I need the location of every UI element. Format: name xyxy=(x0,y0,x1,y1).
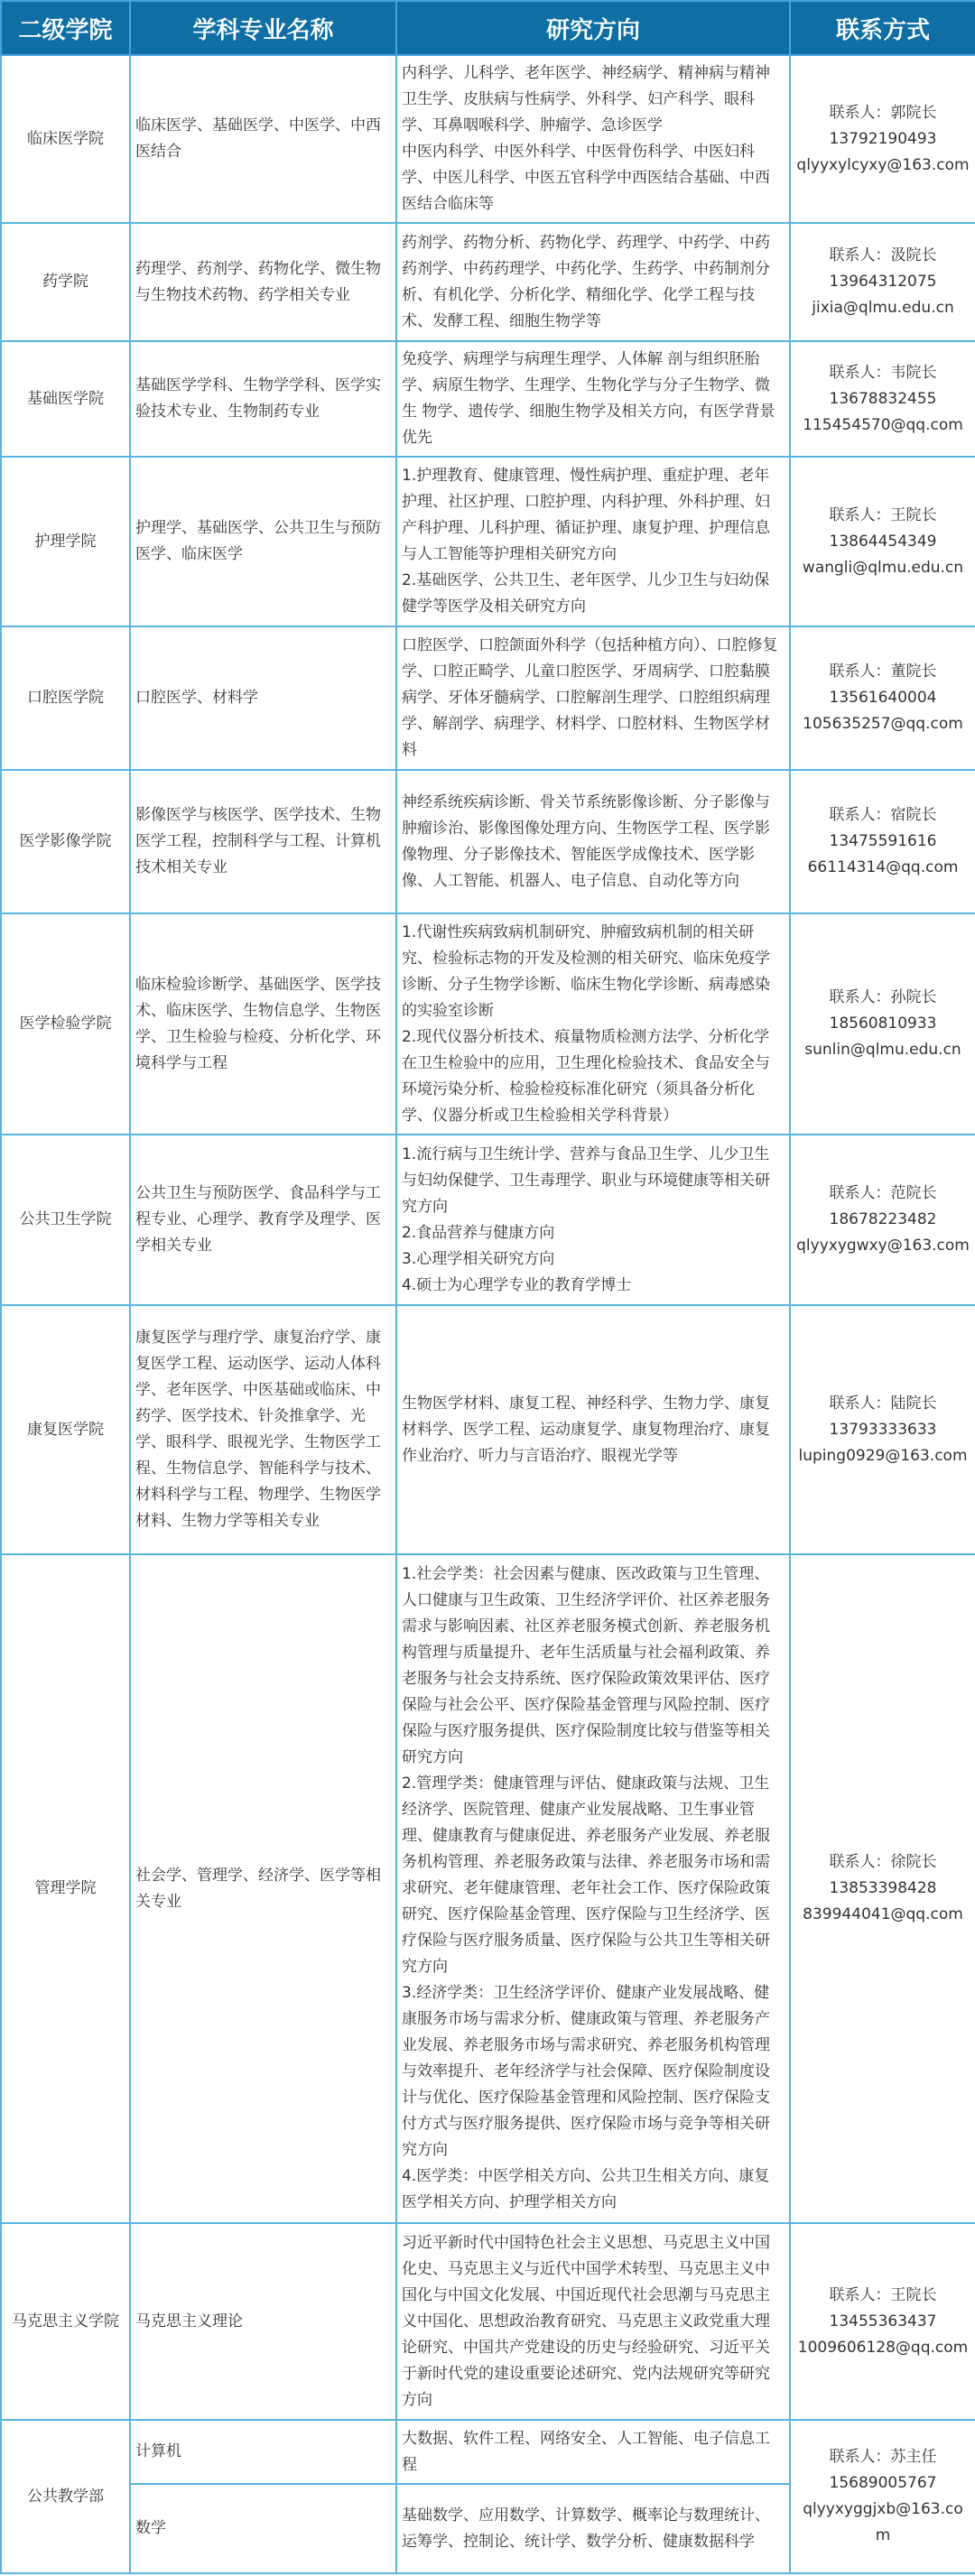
college-name: 医学检验学院 xyxy=(1,913,130,1135)
contact-info xyxy=(790,55,975,223)
research-item: 口腔医学、口腔颌面外科学（包括种植方向）、口腔修复学、口腔正畸学、儿童口腔医学、牙周病学、口腔黏膜病学、牙体牙髓病学、口腔解剖生理学、口腔组织病理学、解剖学、病理学、材料学、口腔材料、生物医学材料 xyxy=(402,636,778,759)
college-name: 临床医学院 xyxy=(1,55,130,223)
research-item: 习近平新时代中国特色社会主义思想、马克思主义中国化史、马克思主义与近代中国学术转型、马克思主义中国化与中国文化发展、中国近现代社会思潮与马克思主义中国化、思想政治教育研究、马克思主义政党重大理论研究、中国共产党建设的历史与经验研究、习近平关于新时代党的建设重要论述研究、党内法规研究等研究方向 xyxy=(402,2233,770,2409)
research-item: 4.医学类：中医学相关方向、公共卫生相关方向、康复医学相关方向、护理学相关方向 xyxy=(402,2167,770,2211)
research-item: 内科学、儿科学、老年医学、神经病学、精神病与精神卫生学、皮肤病与性病学、外科学、妇产科学、眼科学、耳鼻咽喉科学、肿瘤学、急诊医学 xyxy=(402,64,770,134)
contact-email[interactable]: 115454570@qq.com xyxy=(803,415,963,434)
header-college: 二级学院 xyxy=(1,1,130,55)
table-row xyxy=(1,1554,975,2223)
contact-phone: 13964312075 xyxy=(829,273,937,291)
contact-info xyxy=(790,457,975,626)
college-name: 康复医学院 xyxy=(1,1305,130,1554)
research-item: 4.硕士为心理学专业的教育学博士 xyxy=(402,1275,632,1294)
contact-email[interactable]: 66114314@qq.com xyxy=(807,858,959,876)
contact-info xyxy=(790,1554,975,2223)
research-directions xyxy=(396,770,790,913)
header-row xyxy=(1,1,975,55)
contact-info xyxy=(790,2420,975,2573)
contact-person: 联系人：董院长 xyxy=(829,663,937,681)
contact-info xyxy=(790,2223,975,2420)
majors: 马克思主义理论 xyxy=(130,2223,396,2420)
contact-email[interactable]: 839944041@qq.com xyxy=(803,1905,963,1923)
contact-person: 联系人：韦院长 xyxy=(829,363,937,382)
research-directions xyxy=(396,1135,790,1305)
majors: 临床检验诊断学、基础医学、医学技术、临床医学、生物信息学、生物医学、卫生检验与检疫、分析化学、环境科学与工程 xyxy=(130,913,396,1135)
research-directions xyxy=(396,626,790,770)
contact-email[interactable]: qlyyxyggjxb@163.com xyxy=(803,2500,963,2544)
college-name: 管理学院 xyxy=(1,1554,130,2223)
research-directions xyxy=(396,457,790,626)
research-directions xyxy=(396,1305,790,1554)
header-research: 研究方向 xyxy=(396,1,790,55)
table-row xyxy=(1,913,975,1135)
table-row xyxy=(1,2223,975,2420)
majors: 口腔医学、材料学 xyxy=(130,626,396,770)
research-item: 1.代谢性疾病致病机制研究、肿瘤致病机制的相关研究、检验标志物的开发及检测的相关研究、临床免疫学诊断、分子生物学诊断、临床生物化学诊断、病毒感染的实验室诊断 xyxy=(402,922,770,1020)
research-directions xyxy=(396,55,790,223)
majors: 影像医学与核医学、医学技术、生物医学工程，控制科学与工程、计算机技术相关专业 xyxy=(130,770,396,913)
table-row xyxy=(1,55,975,223)
contact-phone: 18678223482 xyxy=(829,1210,937,1228)
contact-email[interactable]: qlyyxygwxy@163.com xyxy=(796,1237,970,1255)
contact-email[interactable]: 105635257@qq.com xyxy=(803,715,963,733)
contact-person: 联系人：徐院长 xyxy=(829,1853,937,1871)
majors: 康复医学与理疗学、康复治疗学、康复医学工程、运动医学、运动人体科学、老年医学、中医基础或临床、中药学、医学技术、针灸推拿学、光学、眼科学、眼视光学、生物医学工程、生物信息学、智能科学与技术、材料科学与工程、物理学、生物医学材料、生物力学等相关专业 xyxy=(130,1305,396,1554)
contact-person: 联系人：汲院长 xyxy=(829,246,937,264)
research-item: 免疫学、病理学与病理生理学、人体解 剖与组织胚胎学、病原生物学、生理学、生物化学与分子生物学、微生 物学、遗传学、细胞生物学及相关方向，有医学背景优先 xyxy=(402,350,775,447)
contact-person: 联系人：王院长 xyxy=(829,2285,937,2304)
research-directions xyxy=(396,341,790,457)
college-name: 基础医学院 xyxy=(1,341,130,457)
header-contact: 联系方式 xyxy=(790,1,975,55)
table-row xyxy=(1,223,975,341)
contact-phone: 13678832455 xyxy=(829,389,937,408)
college-name: 公共卫生学院 xyxy=(1,1135,130,1305)
contact-phone: 13455363437 xyxy=(829,2312,937,2330)
contact-info xyxy=(790,1135,975,1305)
research-item: 2.管理学类：健康管理与评估、健康政策与法规、卫生经济学、医院管理、健康产业发展战略、卫生事业管理、健康教育与健康促进、养老服务产业发展、养老服务机构管理、养老服务政策与法律、养老服务市场和需求研究、老年健康管理、老年社会工作、医疗保险政策研究、医疗保险基金管理、医疗保险与卫生经济学、医疗保险与医疗服务质量、医疗保险与公共卫生等相关研究方向 xyxy=(402,1774,770,1976)
contact-person: 联系人：王院长 xyxy=(829,505,937,524)
contact-phone: 13793333633 xyxy=(829,1420,937,1439)
contact-phone: 13561640004 xyxy=(829,689,937,707)
contact-phone: 18560810933 xyxy=(829,1015,937,1033)
table-row xyxy=(1,770,975,913)
contact-person: 联系人：苏主任 xyxy=(829,2448,937,2466)
table-row xyxy=(1,1135,975,1305)
table-row xyxy=(1,341,975,457)
research-directions xyxy=(396,1554,790,2223)
contact-email[interactable]: 1009606128@qq.com xyxy=(797,2338,969,2357)
contact-person: 联系人：孙院长 xyxy=(829,988,937,1006)
research-item: 生物医学材料、康复工程、神经科学、生物力学、康复材料学、医学工程、运动康复学、康复物理治疗、康复作业治疗、听力与言语治疗、眼视光学等 xyxy=(402,1394,770,1465)
contact-info xyxy=(790,223,975,341)
research-directions xyxy=(396,223,790,341)
research-item: 2.食品营养与健康方向 xyxy=(402,1223,555,1242)
contact-phone: 13475591616 xyxy=(829,832,937,850)
research-item: 3.心理学相关研究方向 xyxy=(402,1249,555,1268)
contact-email[interactable]: jixia@qlmu.edu.cn xyxy=(812,299,954,317)
contact-email[interactable]: qlyyxylcyxy@163.com xyxy=(796,155,970,174)
college-name: 药学院 xyxy=(1,223,130,341)
research-item: 1.流行病与卫生统计学、营养与食品卫生学、儿少卫生与妇幼保健学、卫生毒理学、职业与环境健康等相关研究方向 xyxy=(402,1144,770,1216)
research-directions xyxy=(396,913,790,1135)
research-item: 2.现代仪器分析技术、痕量物质检测方法学、分析化学在卫生检验中的应用，卫生理化检验技术、食品安全与环境污染分析、检验检疫标准化研究（须具备分析化学、仪器分析或卫生检验相关学科背景） xyxy=(402,1027,770,1125)
contact-person: 联系人：陆院长 xyxy=(829,1394,937,1413)
table-row xyxy=(1,457,975,626)
contact-info xyxy=(790,341,975,457)
majors: 公共卫生与预防医学、食品科学与工程专业、心理学、教育学及理学、医学相关专业 xyxy=(130,1135,396,1305)
research-directions xyxy=(396,2223,790,2420)
contact-phone: 13864454349 xyxy=(829,532,937,551)
majors: 社会学、管理学、经济学、医学等相关专业 xyxy=(130,1554,396,2223)
contact-email[interactable]: luping0929@163.com xyxy=(798,1446,968,1465)
contact-person: 联系人：宿院长 xyxy=(829,806,937,824)
contact-info xyxy=(790,770,975,913)
contact-email[interactable]: wangli@qlmu.edu.cn xyxy=(802,558,964,577)
majors: 药理学、药剂学、药物化学、微生物与生物技术药物、药学相关专业 xyxy=(130,223,396,341)
majors: 计算机 xyxy=(130,2420,396,2484)
research-directions: 大数据、软件工程、网络安全、人工智能、电子信息工程 xyxy=(396,2420,790,2484)
research-item: 2.基础医学、公共卫生、老年医学、儿少卫生与妇幼保健学等医学及相关研究方向 xyxy=(402,571,770,616)
college-name: 医学影像学院 xyxy=(1,770,130,913)
contact-phone: 15689005767 xyxy=(829,2474,937,2492)
research-item: 3.经济学类：卫生经济学评价、健康产业发展战略、健康服务市场与需求分析、健康政策与管理、养老服务产业发展、养老服务市场与需求研究、养老服务机构管理与效率提升、老年经济学与社会保障、医疗保险制度设计与优化、医疗保险基金管理和风险控制、医疗保险支付方式与医疗服务提供、医疗保险市场与竞争等相关研究方向 xyxy=(402,1984,770,2159)
table-row xyxy=(1,1305,975,1554)
majors: 基础医学学科、生物学学科、医学实验技术专业、生物制药专业 xyxy=(130,341,396,457)
college-name: 马克思主义学院 xyxy=(1,2223,130,2420)
header-majors: 学科专业名称 xyxy=(130,1,396,55)
table-row xyxy=(1,626,975,770)
research-directions: 基础数学、应用数学、计算数学、概率论与数理统计、运筹学、控制论、统计学、数学分析、健康数据科学 xyxy=(396,2484,790,2573)
contact-email[interactable]: sunlin@qlmu.edu.cn xyxy=(804,1041,961,1059)
majors: 数学 xyxy=(130,2484,396,2573)
contact-info xyxy=(790,626,975,770)
majors: 护理学、基础医学、公共卫生与预防医学、临床医学 xyxy=(130,457,396,626)
college-name: 公共教学部 xyxy=(1,2420,130,2573)
contact-person: 联系人：范院长 xyxy=(829,1184,937,1202)
contact-phone: 13792190493 xyxy=(829,129,937,148)
majors: 临床医学、基础医学、中医学、中西医结合 xyxy=(130,55,396,223)
contact-phone: 13853398428 xyxy=(829,1879,937,1897)
college-name: 护理学院 xyxy=(1,457,130,626)
college-name: 口腔医学院 xyxy=(1,626,130,770)
contact-person: 联系人：郭院长 xyxy=(829,103,937,122)
table-row xyxy=(1,2420,975,2484)
research-item: 1.护理教育、健康管理、慢性病护理、重症护理、老年护理、社区护理、口腔护理、内科护理、外科护理、妇产科护理、儿科护理、循证护理、康复护理、护理信息与人工智能等护理相关研究方向 xyxy=(402,467,770,563)
research-item: 药剂学、药物分析、药物化学、药理学、中药学、中药药剂学、中药药理学、中药化学、生药学、中药制剂分析、有机化学、分析化学、精细化学、化学工程与技术、发酵工程、细胞生物学等 xyxy=(402,233,770,330)
research-item: 神经系统疾病诊断、骨关节系统影像诊断、分子影像与肿瘤诊治、影像图像处理方向、生物医学工程、医学影像物理、分子影像技术、智能医学成像技术、医学影像、人工智能、机器人、电子信息、自动化等方向 xyxy=(402,792,770,890)
contact-info xyxy=(790,1305,975,1554)
research-item: 中医内科学、中医外科学、中医骨伤科学、中医妇科学、中医儿科学、中医五官科学中西医结合基础、中西医结合临床等 xyxy=(402,143,770,213)
contact-info xyxy=(790,913,975,1135)
research-item: 1.社会学类：社会因素与健康、医改政策与卫生管理、人口健康与卫生政策、卫生经济学评价、社区养老服务需求与影响因素、社区养老服务模式创新、养老服务机构管理与质量提升、老年生活质量与社会福利政策、养老服务与社会支持系统、医疗保险政策效果评估、医疗保险与社会公平、医疗保险基金管理与风险控制、医疗保险与医疗服务提供、医疗保险制度比较与借鉴等相关研究方向 xyxy=(402,1565,770,1766)
